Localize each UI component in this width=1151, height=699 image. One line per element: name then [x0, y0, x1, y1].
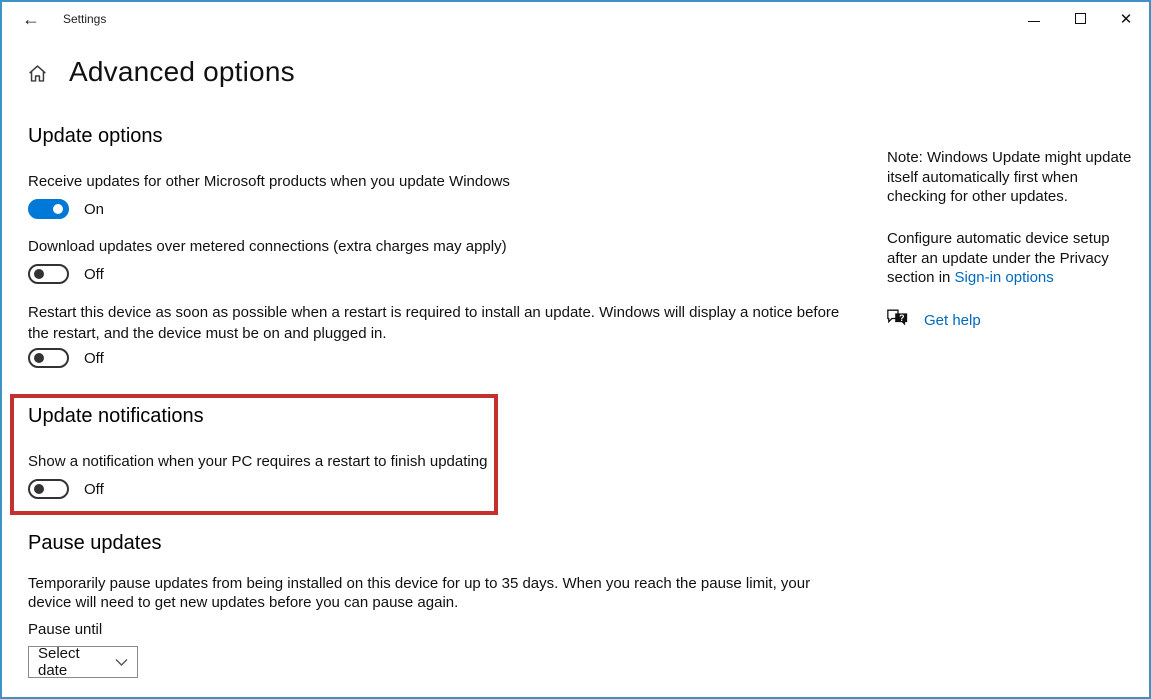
- receive-updates-label: Receive updates for other Microsoft products when you update Windows: [28, 173, 510, 190]
- get-help-icon: [886, 308, 909, 333]
- metered-connections-state-label: Off: [84, 266, 104, 283]
- configure-text: Configure automatic device setup after an update under the Privacy section in: [887, 230, 1110, 286]
- app-title: Settings: [63, 12, 107, 26]
- back-button[interactable]: [14, 4, 48, 34]
- select-date-value: Select date: [38, 645, 80, 679]
- show-notification-toggle[interactable]: [28, 479, 69, 499]
- restart-device-state-label: Off: [84, 350, 104, 367]
- pause-until-label: Pause until: [28, 621, 103, 638]
- metered-connections-toggle[interactable]: [28, 264, 69, 284]
- metered-connections-label: Download updates over metered connections (extra charges may apply): [28, 238, 507, 255]
- restart-device-label: Restart this device as soon as possible when a restart is required to install an update. Windows will display a notice before the restart, and the device must be on and plugged in.: [28, 304, 840, 342]
- get-help-row[interactable]: [886, 308, 981, 333]
- maximize-button[interactable]: [1057, 2, 1103, 35]
- update-options-heading: Update options: [28, 125, 163, 147]
- receive-updates-toggle[interactable]: [28, 199, 69, 219]
- receive-updates-state-label: On: [84, 201, 105, 218]
- sign-in-options-link[interactable]: Sign-in options: [954, 269, 1054, 286]
- close-icon: ✕: [1119, 10, 1133, 28]
- svg-text:?: ?: [899, 312, 905, 323]
- pause-updates-description: Temporarily pause updates from being installed on this device for up to 35 days. When you reach the pause limit, your device will need to get new updates before you can pause again.: [28, 575, 811, 611]
- pause-updates-heading: Pause updates: [28, 532, 162, 554]
- restart-device-toggle[interactable]: [28, 348, 69, 368]
- page-title: Advanced options: [69, 56, 295, 87]
- home-icon[interactable]: [27, 63, 48, 89]
- sidebar-note: Note: Windows Update might update itself automatically first when checking for other updates.: [887, 149, 1132, 205]
- get-help-link[interactable]: Get help: [924, 312, 981, 329]
- sidebar-configure-text: [887, 229, 1139, 288]
- back-arrow-icon: ←: [22, 8, 40, 29]
- chevron-down-icon: [115, 658, 128, 667]
- minimize-icon: [1028, 21, 1040, 22]
- minimize-button[interactable]: [1011, 2, 1057, 35]
- maximize-icon: [1075, 13, 1086, 24]
- close-button[interactable]: [1103, 2, 1149, 35]
- update-notifications-heading: Update notifications: [28, 405, 204, 427]
- show-notification-state-label: Off: [84, 481, 104, 498]
- select-date-dropdown[interactable]: [28, 646, 138, 678]
- title-bar: [2, 2, 1149, 36]
- show-notification-label: Show a notification when your PC requires a restart to finish updating: [28, 453, 488, 470]
